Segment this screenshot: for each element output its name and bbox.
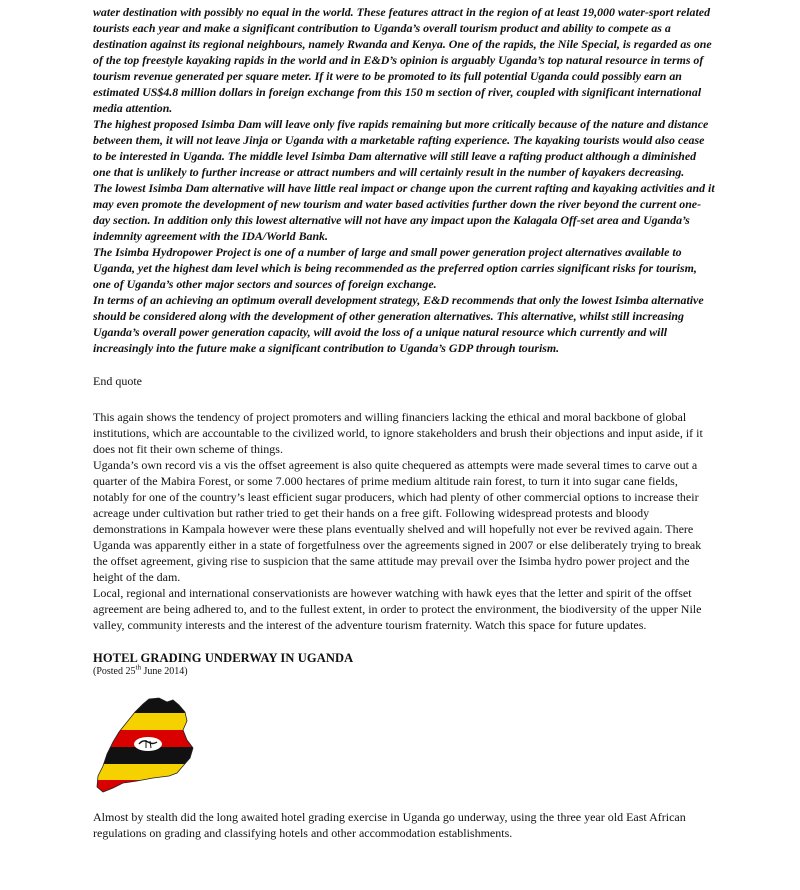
posted-date <box>93 663 715 678</box>
end-quote-label: End quote <box>93 374 142 388</box>
document-page <box>93 0 715 841</box>
posted-ordinal: th <box>135 663 141 672</box>
quoted-excerpt <box>93 4 715 356</box>
uganda-flag-map-graphic <box>93 696 208 796</box>
uganda-flag-map-icon <box>93 696 208 796</box>
posted-suffix: June 2014) <box>140 666 188 677</box>
commentary <box>93 409 715 633</box>
quote-paragraph: The lowest Isimba Dam alternative will have little real impact or change upon the current rafting and kayaking activities and it may even promote the development of new tourism and water based activities further down the river beyond the current one-day section. In addition only this lowest alternative will not have any impact upon the Kalagala Off-set area and Uganda’s indemnity agreement with the IDA/World Bank. <box>93 181 715 243</box>
quote-paragraph: water destination with possibly no equal in the world. These features attract in the region of at least 19,000 water-sport related tourists each year and make a significant contribution to Uganda’s overall tourism product and ability to compete as a destination against its regional neighbours, namely Rwanda and Kenya. One of the rapids, the Nile Special, is regarded as one of the top freestyle kayaking rapids in the world and in E&D’s opinion is arguably Uganda’s top natural resource in terms of tourism revenue generated per square meter. If it were to be promoted to its full potential Uganda could possibly earn an estimated US$4.8 million dollars in foreign exchange from this 150 m section of river, coupled with significant international media attention. <box>93 5 712 115</box>
flag-stripe-yellow <box>93 713 208 730</box>
quote-paragraph: The Isimba Hydropower Project is one of a number of large and small power generation project alternatives available to Uganda, yet the highest dam level which is being recommended as the preferred option carries significant risks for tourism, one of Uganda’s other major sectors and sources of foreign exchange. <box>93 245 697 291</box>
flag-stripe-yellow <box>93 764 208 780</box>
body-paragraph: Uganda’s own record vis a vis the offset agreement is also quite chequered as attempts were made several times to carve out a quarter of the Mabira Forest, or some 7.000 hectares of prime medium altitude rain forest, to turn it into sugar cane fields, notably for one of the country’s least efficient sugar producers, which had plenty of other commercial options to increase their acreage under cultivation but rather tried to get their hands on a free gift. Following widespread protests and bloody demonstrations in Kampala however were these plans eventually shelved and will hopefully not ever be revived again. There Uganda was apparently either in a state of forgetfulness over the agreements signed in 2007 or else deliberately trying to break the offset agreement, giving rise to suspicion that the same attitude may prevail over the Isimba hydro power project and the height of the dam. <box>93 458 702 584</box>
article-intro <box>93 809 715 841</box>
posted-prefix: (Posted 25 <box>93 666 136 677</box>
quote-paragraph: The highest proposed Isimba Dam will leave only five rapids remaining but more critically because of the nature and distance between them, it will not leave Jinja or Uganda with a marketable rafting experience. The kayaking tourists would also cease to be interested in Uganda. The middle level Isimba Dam alternative will still leave a rafting product although a diminished one that is unlikely to further increase or attract numbers and will certainly result in the number of kayakers decreasing. <box>93 117 709 179</box>
section-title: HOTEL GRADING UNDERWAY IN UGANDA <box>93 651 354 665</box>
flag-emblem <box>134 737 162 751</box>
flag-stripe-red <box>93 780 208 796</box>
quote-paragraph: In terms of an achieving an optimum overall development strategy, E&D recommends that only the lowest Isimba alternative should be considered along with the development of other generation alternatives. This alternative, whilst still increasing Uganda’s overall power generation capacity, will avoid the loss of a unique natural resource which currently and will increasingly into the future make a significant contribution to Uganda’s GDP through tourism. <box>93 293 704 355</box>
intro-paragraph: Almost by stealth did the long awaited hotel grading exercise in Uganda go underway, using the three year old East African regulations on grading and classifying hotels and other accommodation establishments. <box>93 810 686 840</box>
body-paragraph: This again shows the tendency of project promoters and willing financiers lacking the ethical and moral backbone of global institutions, which are accountable to the civilized world, to ignore stakeholders and brush their objections and input aside, if it does not fit their own scheme of things. <box>93 410 703 456</box>
body-paragraph: Local, regional and international conservationists are however watching with hawk eyes that the letter and spirit of the offset agreement are being adhered to, and to the fullest extent, in order to protect the environment, the biodiversity of the upper Nile valley, community interests and the interest of the adventure tourism fraternity. Watch this space for future updates. <box>93 586 702 632</box>
